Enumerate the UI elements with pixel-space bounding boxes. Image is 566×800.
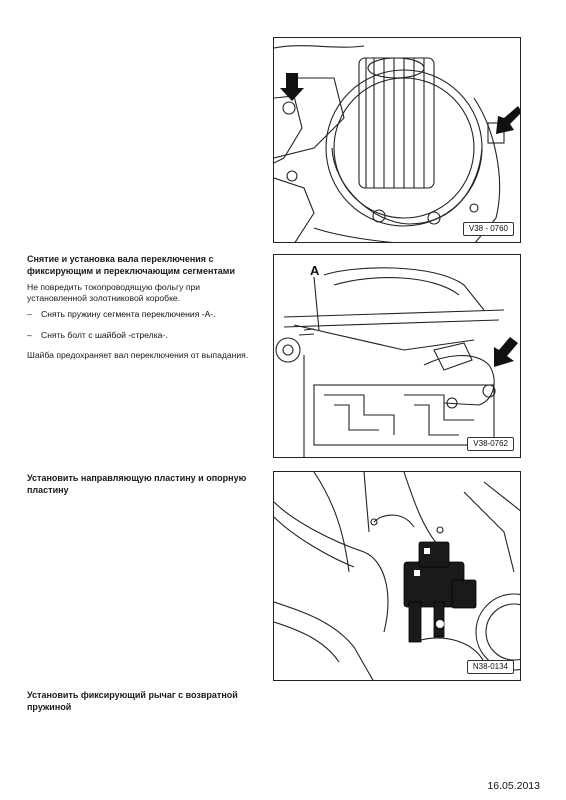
section-1-step-1	[27, 309, 267, 320]
footer-date: 16.05.2013	[487, 780, 540, 792]
figure-3	[273, 471, 521, 681]
section-1-step-2	[27, 330, 267, 341]
step-text: Снять пружину сегмента переключения -А-.	[41, 309, 216, 319]
figure-2-drawing	[274, 255, 521, 458]
figure-2	[273, 254, 521, 458]
figure-1-drawing	[274, 38, 521, 243]
section-1-note: Не повредить токопроводящую фольгу при установленной золотниковой коробке.	[27, 282, 201, 303]
figure-3-drawing	[274, 472, 521, 681]
section-1-heading: Снятие и установка вала переключения с фиксирующим и переключающим сегментами	[27, 254, 236, 276]
figure-2-label: V38-0762	[467, 437, 514, 451]
step-marker: –	[27, 330, 32, 340]
step-marker: –	[27, 309, 32, 319]
figure-2-callout: A	[310, 263, 320, 278]
figure-3-label: N38-0134	[467, 660, 514, 674]
figure-1	[273, 37, 521, 243]
section-3-heading: Установить фиксирующий рычаг с возвратной пружиной	[27, 690, 238, 712]
section-2-heading: Установить направляющую пластину и опорную пластину	[27, 473, 247, 495]
step-text: Снять болт с шайбой -стрелка-.	[41, 330, 168, 340]
figure-1-label: V38 - 0760	[463, 222, 514, 236]
section-1-remark: Шайба предохраняет вал переключения от выпадания.	[27, 350, 249, 360]
